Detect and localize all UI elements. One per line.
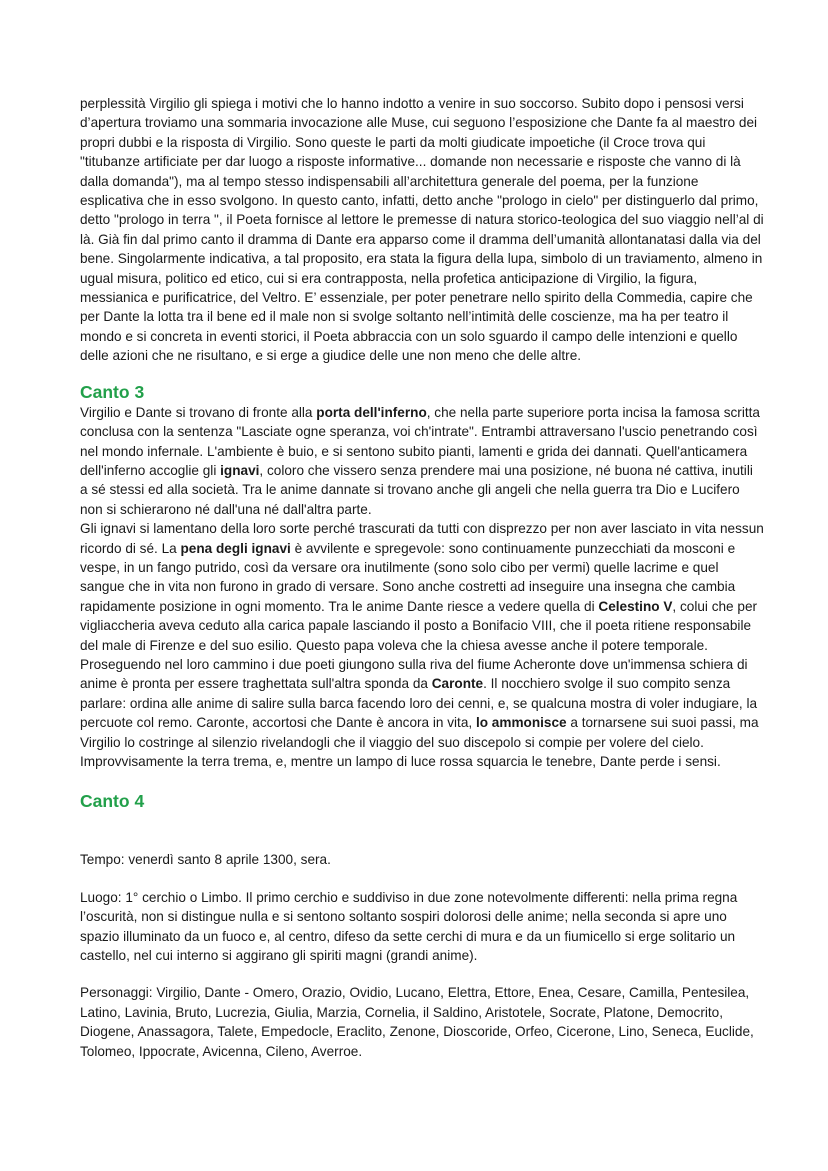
text-run: , che nella parte superiore porta incisa la famosa scritta conclusa con la sentenza "Lasciate ogne speranza, voi ch'intrate". Entrambi attraversano l'uscio penetrando così nel mondo infernale. L'ambiente è buio, e si sentono subito pianti, lamenti e grida dei dannati. Quell'anticamera dell'inferno accoglie gli [80, 404, 760, 478]
canto-4-tempo: Tempo: venerdì santo 8 aprile 1300, sera. [80, 852, 331, 868]
bold-term-caronte: Caronte [431, 676, 484, 692]
text-run: Virgilio e Dante si trovano di fronte alla [80, 404, 317, 420]
canto-4-heading: Canto 4 [80, 791, 145, 812]
text-run: . Il nocchiero svolge il suo compito senza parlare: ordina alle anime di salire sulla barca facendo loro dei cenni, e, se qualcuna mostra di voler indugiare, la percuote col remo. Caronte, accortosi che Dante è ancora in vita, [80, 676, 758, 731]
bold-term-celestino: Celestino V [598, 598, 673, 614]
bold-term-pena: pena degli ignavi [180, 540, 291, 556]
text-run: , colui che per vigliaccheria aveva ceduto alla carica papale lasciando il posto a Bonifacio VIII, che il poeta ritiene responsabile del male di Firenze e del suo esilio. Questo papa voleva che la chiesa avesse anche il potere temporale. Proseguendo nel loro cammino i due poeti giungono sulla riva del fiume Acheronte dove un'immensa schiera di anime è pronta per essere traghettata sull'altra sponda da [80, 598, 758, 692]
text-run: , coloro che vissero senza prendere mai una posizione, né buona né cattiva, inutili a sé stessi ed alla società. Tra le anime dannate si trovano anche gli angeli che nella guerra tra Dio e Lucifero non si schierarono né dall'una né dall'altra parte. [80, 462, 753, 517]
text-run: è avvilente e spregevole: sono continuamente punzecchiati da mosconi e vespe, in un fango putrido, così da versare ora inutilmente (sono solo cibo per vermi) quelle lacrime e quel sangue che in vita non furono in grado di versare. Sono anche costretti ad inseguire una insegna che cambia rapidamente posizione in ogni momento. Tra le anime Dante riesce a vedere quella di [80, 540, 736, 614]
canto-3-heading: Canto 3 [80, 381, 145, 402]
bold-term-porta: porta dell'inferno [316, 404, 427, 420]
canto-3-paragraph-1 [80, 403, 764, 519]
canto-4-luogo: Luogo: 1° cerchio o Limbo. Il primo cerchio e suddiviso in due zone notevolmente differenti: nella prima regna l’oscurità, non si distingue nulla e si sentono soltanto sospiri dolorosi delle anime; nella seconda si apre uno spazio illuminato da un fuoco e, al centro, difeso da sette cerchi di mura e da un fiumicello si erge solitario un castello, nel cui interno si aggirano gli spiriti magni (grandi anime). [80, 889, 738, 964]
canto-4-personaggi: Personaggi: Virgilio, Dante - Omero, Orazio, Ovidio, Lucano, Elettra, Ettore, Enea, Cesare, Camilla, Pentesilea, Latino, Lavinia, Bruto, Lucrezia, Giulia, Marzia, Cornelia, il Saldino, Aristotele, Socrate, Platone, Democrito, Diogene, Anassagora, Talete, Empedocle, Eraclito, Zenone, Dioscoride, Orfeo, Cicerone, Lino, Seneca, Euclide, Tolomeo, Ippocrate, Avicenna, Cileno, Averroe. [80, 985, 754, 1059]
bold-term-ammonisce: lo ammonisce [475, 715, 567, 731]
intro-paragraph: perplessità Virgilio gli spiega i motivi che lo hanno indotto a venire in suo soccorso. Subito dopo i pensosi versi d’apertura troviamo una sommaria invocazione alle Muse, cui seguono l’esposizione che Dante fa al maestro dei propri dubbi e la risposta di Virgilio. Sono queste le parti da molti giudicate impoetiche (il Croce trova qui "titubanze artificiate per dar luogo a risposte informative... domande non necessarie e risposte che vanno di là dalla domanda"), ma al tempo stesso indispensabili all’architettura generale del poema, per la funzione esplicativa che in esso svolgono. In questo canto, infatti, detto anche "prologo in cielo" per distinguerlo dal primo, detto "prologo in terra ", il Poeta fornisce al lettore le premesse di natura storico-teologica del suo viaggio nell’al di là. Già fin dal primo canto il dramma di Dante era apparso come il dramma dell’umanità allontanatasi dalla via del bene. Singolarmente indicativa, a tal proposito, era stata la figura della lupa, simbolo di un traviamento, almeno in ugual misura, politico ed etico, cui si era contrapposta, nella profetica anticipazione di Virgilio, la figura, messianica e purificatrice, del Veltro. E’ essenziale, per poter penetrare nello spirito della Commedia, capire che per Dante la lotta tra il bene ed il male non si svolge soltanto nell’intimità delle coscienze, ma ha per teatro il mondo e si concreta in eventi storici, il Poeta abbraccia con un solo sguardo il campo delle intenzioni e quello delle azioni che ne risultano, e si erge a giudice delle une non meno che delle altre. [80, 96, 764, 364]
bold-term-ignavi: ignavi [220, 462, 260, 478]
canto-3-paragraph-2 [80, 519, 764, 771]
text-run: a tornarsene sui suoi passi, ma Virgilio lo costringe al silenzio rivelandogli che il viaggio del suo discepolo si compie per volere del cielo. Improvvisamente la terra trema, e, mentre un lampo di luce rossa squarcia le tenebre, Dante perde i sensi. [80, 715, 759, 769]
text-run: Gli ignavi si lamentano della loro sorte perché trascurati da tutti con disprezzo per non aver lasciato in vita nessun ricordo di sé. La [80, 521, 764, 556]
